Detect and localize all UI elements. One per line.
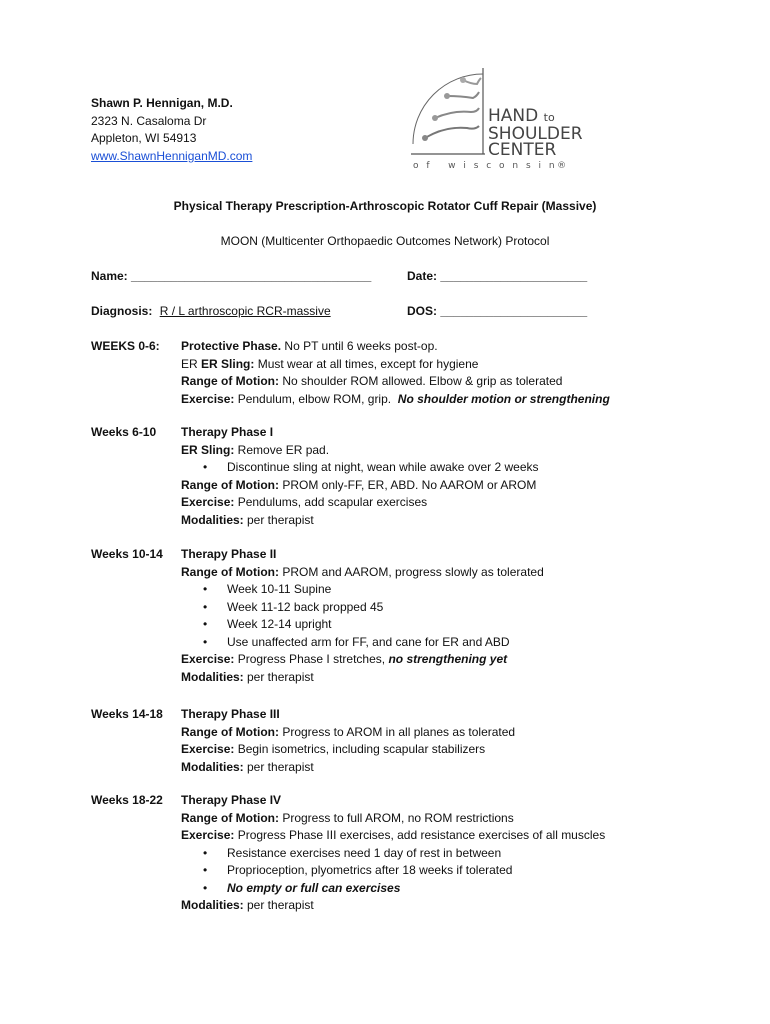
- logo-center: CENTER: [488, 140, 557, 160]
- phase-1-modalities-label: Modalities:: [181, 512, 244, 527]
- phase-0-sling-er: ER: [181, 356, 202, 371]
- list-item: • Proprioception, plyometrics after 18 weeks if tolerated: [181, 862, 741, 880]
- phase-4-modalities-label: Modalities:: [181, 898, 244, 912]
- list-item: • Resistance exercises need 1 day of rest in between: [181, 845, 741, 863]
- phase-2-rom-label: Range of Motion:: [181, 564, 279, 579]
- phase-4-exercise-label: Exercise:: [181, 828, 235, 842]
- doctor-contact-block: [91, 95, 252, 165]
- phase-3-section: [181, 706, 741, 776]
- date-field[interactable]: Date: ______________________: [407, 269, 588, 283]
- phase-1-exercise-label: Exercise:: [181, 495, 235, 509]
- phase-4-exercise-text: Progress Phase III exercises, add resistance exercises of all muscles: [234, 828, 606, 842]
- phase-3-modalities-label: Modalities:: [181, 759, 244, 774]
- phase-2-exercise-label: Exercise:: [181, 652, 235, 666]
- phase-0-title: Protective Phase.: [181, 339, 282, 353]
- phase-4-rom-label: Range of Motion:: [181, 810, 279, 825]
- doctor-name: Shawn P. Hennigan, M.D.: [91, 96, 233, 110]
- phase-1-title: Therapy Phase I: [181, 425, 274, 439]
- phase-3-title: Therapy Phase III: [181, 707, 280, 721]
- list-item: • Use unaffected arm for FF, and cane for ER and ABD: [181, 634, 741, 652]
- phase-1-rom-text: PROM only-FF, ER, ABD. No AAROM or AROM: [278, 477, 537, 492]
- phase-0-exercise-text: Pendulum, elbow ROM, grip.: [234, 391, 398, 406]
- phase-0-exercise-label: Exercise:: [181, 391, 235, 406]
- phase-1-label: Weeks 6-10: [91, 425, 157, 439]
- logo-hand: HAND: [488, 106, 539, 126]
- hand-to-shoulder-logo: [405, 66, 590, 176]
- phase-1-rom-label: Range of Motion:: [181, 477, 279, 492]
- phase-4-title: Therapy Phase IV: [181, 793, 282, 807]
- phase-1-exercise-text: Pendulums, add scapular exercises: [234, 495, 428, 509]
- list-item: • Week 10-11 Supine: [181, 581, 741, 599]
- arm-illustration-icon: [405, 66, 495, 156]
- phase-3-label: Weeks 14-18: [91, 707, 163, 721]
- logo-shoulder: SHOULDER: [488, 124, 583, 144]
- phase-0-note: No PT until 6 weeks post-op.: [281, 339, 438, 353]
- phase-4-section: [181, 792, 741, 915]
- list-item: • No empty or full can exercises: [181, 880, 741, 898]
- address-line-1: 2323 N. Casaloma Dr: [91, 113, 207, 128]
- dos-field[interactable]: DOS: ______________________: [407, 304, 588, 318]
- phase-3-exercise-text: Begin isometrics, including scapular stabilizers: [234, 742, 486, 756]
- phase-1-modalities-text: per therapist: [243, 512, 314, 527]
- phase-0-rom-label: Range of Motion:: [181, 374, 279, 388]
- phase-3-modalities-text: per therapist: [243, 759, 314, 774]
- phase-2-exercise-emph: no strengthening yet: [388, 652, 508, 666]
- protocol-subtitle: MOON (Multicenter Orthopaedic Outcomes Network) Protocol: [220, 234, 550, 248]
- phase-2-title: Therapy Phase II: [181, 547, 277, 561]
- phase-1-sling-text: Remove ER pad.: [234, 442, 330, 457]
- phase-3-exercise-label: Exercise:: [181, 742, 235, 756]
- phase-2-exercise-text: Progress Phase I stretches,: [234, 652, 389, 666]
- phase-2-section: [181, 546, 741, 686]
- list-item: • Week 12-14 upright: [181, 616, 741, 634]
- phase-0-section: [181, 338, 741, 408]
- phase-3-rom-label: Range of Motion:: [181, 724, 279, 739]
- website-link[interactable]: www.ShawnHenniganMD.com: [91, 148, 253, 163]
- phase-1-section: [181, 424, 741, 529]
- list-item: • Discontinue sling at night, wean while awake over 2 weeks: [181, 459, 741, 477]
- diagnosis-value[interactable]: R / L arthroscopic RCR-massive: [159, 304, 331, 318]
- phase-2-modalities-label: Modalities:: [181, 669, 244, 684]
- phase-0-rom-text: No shoulder ROM allowed. Elbow & grip as tolerated: [278, 374, 563, 388]
- phase-2-rom-text: PROM and AAROM, progress slowly as tolerated: [278, 564, 544, 579]
- phase-1-sling-label: ER Sling:: [181, 442, 235, 457]
- diagnosis-label: Diagnosis:: [91, 304, 153, 318]
- phase-4-modalities-text: per therapist: [243, 898, 314, 912]
- phase-2-modalities-text: per therapist: [243, 669, 314, 684]
- phase-0-exercise-emph: No shoulder motion or strengthening: [397, 391, 610, 406]
- phase-4-rom-text: Progress to full AROM, no ROM restrictions: [278, 810, 514, 825]
- logo-to: to: [543, 111, 555, 124]
- phase-0-sling-word: ER Sling:: [201, 356, 255, 371]
- list-item: • Week 11-12 back propped 45: [181, 599, 741, 617]
- address-line-2: Appleton, WI 54913: [91, 131, 197, 145]
- diagnosis-row: [91, 303, 331, 321]
- name-field[interactable]: Name: ____________________________________: [91, 269, 372, 283]
- document-title: Physical Therapy Prescription-Arthroscopic Rotator Cuff Repair (Massive): [173, 199, 597, 213]
- phase-4-label: Weeks 18-22: [91, 793, 163, 807]
- logo-tagline: o f w i s c o n s i n®: [413, 161, 569, 171]
- phase-0-sling-text: Must wear at all times, except for hygiene: [254, 356, 479, 371]
- phase-2-label: Weeks 10-14: [91, 547, 163, 561]
- phase-3-rom-text: Progress to AROM in all planes as tolerated: [278, 724, 516, 739]
- phase-0-label: WEEKS 0-6:: [91, 339, 160, 353]
